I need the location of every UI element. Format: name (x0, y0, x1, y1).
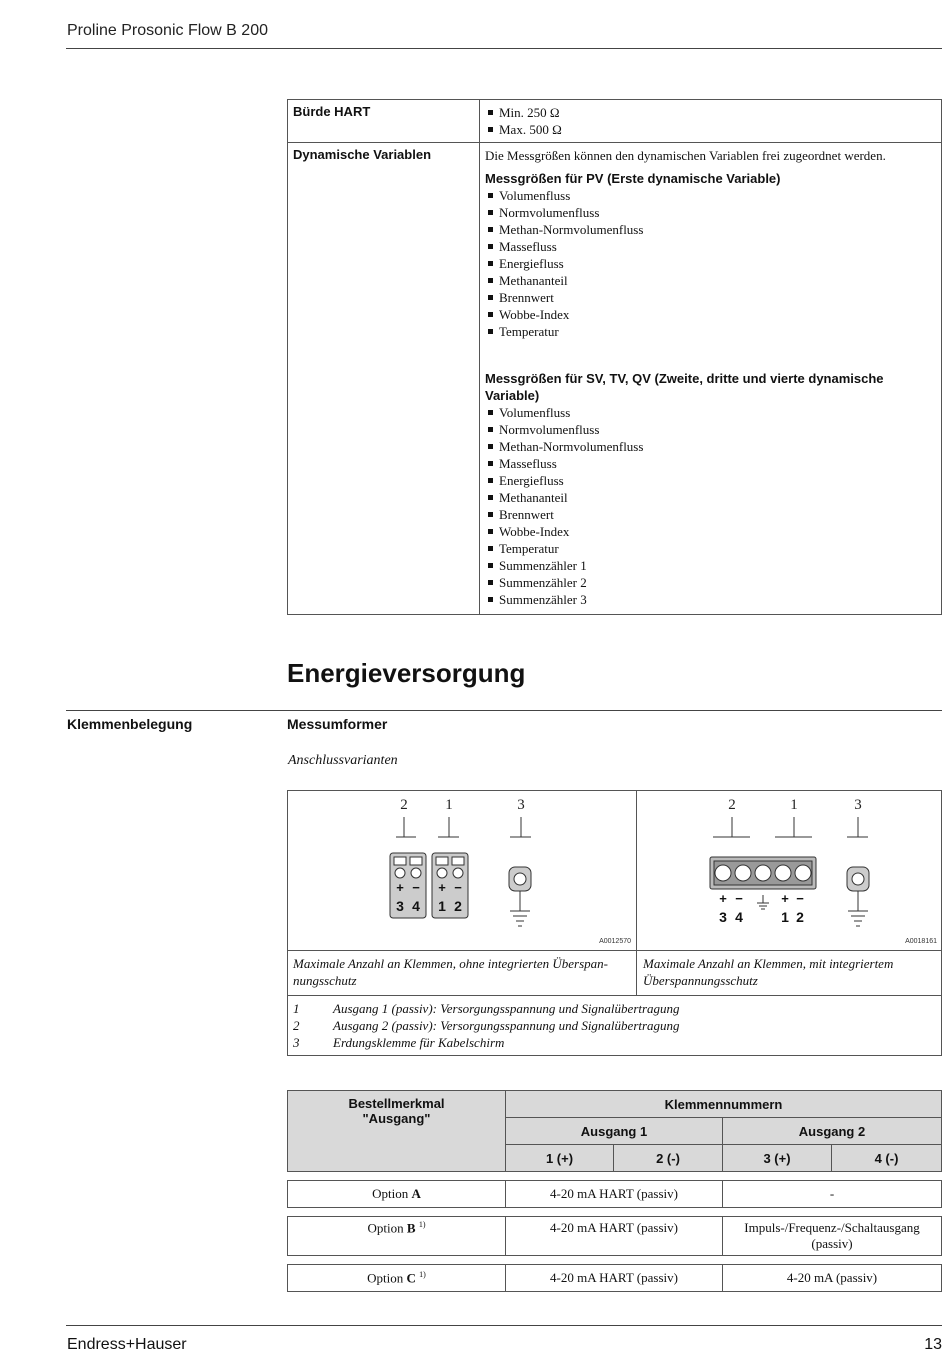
figure-caption-left: Maximale Anzahl an Klemmen, ohne integrierten Überspan- nungsschutz (293, 956, 608, 988)
svg-text:4: 4 (735, 909, 743, 925)
option-cell: Option B $^{1)}$ (288, 1217, 506, 1256)
list-item: Temperatur (485, 540, 936, 557)
svg-text:3: 3 (396, 898, 404, 914)
figure-id: A0018161 (905, 938, 937, 945)
ground-terminal-icon (509, 867, 531, 926)
list-item: Normvolumenfluss (485, 421, 936, 438)
list-item: Massefluss (485, 238, 936, 255)
subheading: Messumformer (287, 716, 388, 732)
svg-text:3: 3 (719, 909, 727, 925)
list-item: Max. 500 Ω (485, 121, 936, 138)
svg-text:−: − (454, 880, 462, 895)
figure-caption-right: Maximale Anzahl an Klemmen, mit integriertem Überspannungsschutz (643, 956, 894, 988)
ausgang1-cell: 4-20 mA HART (passiv) (506, 1265, 723, 1292)
footer-company: Endress+Hauser (67, 1336, 187, 1353)
svg-text:2: 2 (454, 898, 462, 914)
row-value (480, 100, 942, 143)
ausgang2-cell: - (723, 1181, 942, 1208)
callout-label: 2 (400, 797, 408, 813)
list-item: Methananteil (485, 272, 936, 289)
figure-id: A0012570 (599, 938, 631, 945)
row-label: Bürde HART (288, 100, 480, 143)
svg-text:+: + (396, 880, 404, 895)
header-klemmennummern: Klemmennummern (506, 1091, 942, 1118)
table-row (288, 1217, 942, 1256)
terminal-block-icon (390, 853, 468, 918)
callout-label: 1 (445, 797, 453, 813)
table-header-row (288, 1091, 942, 1118)
list-item: Volumenfluss (485, 404, 936, 421)
intro-text: Die Messgrößen können den dynamischen Variablen frei zugeordnet werden. (485, 148, 886, 163)
spec-table (287, 99, 942, 615)
subheading-italic: Anschlussvarianten (288, 753, 398, 768)
header-ausgang-2: Ausgang 2 (723, 1118, 942, 1145)
list-item: Brennwert (485, 289, 936, 306)
svg-text:4: 4 (412, 898, 420, 914)
column-header: 4 (-) (832, 1145, 942, 1172)
list-item: Summenzähler 1 (485, 557, 936, 574)
callout-label: 1 (790, 797, 798, 813)
svg-text:1: 1 (781, 909, 789, 925)
terminal-diagram-left (288, 791, 636, 951)
figure-legend (293, 1000, 680, 1051)
callout-label: 3 (517, 797, 525, 813)
svg-text:−: − (412, 880, 420, 895)
list-item: Min. 250 Ω (485, 104, 936, 121)
figure-divider (288, 995, 941, 996)
legend-item: 1 Ausgang 1 (passiv): Versorgungsspannung und Signalübertragung (293, 1001, 680, 1016)
list-item: Energiefluss (485, 255, 936, 272)
list-item: Volumenfluss (485, 187, 936, 204)
list-item: Temperatur (485, 323, 936, 340)
pv-title: Messgrößen für PV (Erste dynamische Variable) (485, 171, 781, 186)
list-item: Summenzähler 3 (485, 591, 936, 608)
row-value (480, 143, 942, 615)
column-header: 2 (-) (614, 1145, 723, 1172)
list-item: Normvolumenfluss (485, 204, 936, 221)
header-bestellmerkmal: Bestellmerkmal "Ausgang" (288, 1091, 506, 1172)
header-ausgang-1: Ausgang 1 (506, 1118, 723, 1145)
list-item: Methan-Normvolumenfluss (485, 438, 936, 455)
list-item: Wobbe-Index (485, 523, 936, 540)
bullet-list (485, 104, 936, 138)
list-item: Methan-Normvolumenfluss (485, 221, 936, 238)
list-item: Methananteil (485, 489, 936, 506)
option-cell: Option A (288, 1181, 506, 1208)
row-label: Dynamische Variablen (288, 143, 480, 615)
svg-text:−: − (796, 891, 804, 906)
ausgang1-cell: 4-20 mA HART (passiv) (506, 1181, 723, 1208)
list-item: Summenzähler 2 (485, 574, 936, 591)
header-rule (66, 48, 942, 49)
column-header: 3 (+) (723, 1145, 832, 1172)
list-item: Brennwert (485, 506, 936, 523)
section-title: Energieversorgung (287, 658, 526, 688)
page-number: 13 (924, 1336, 942, 1353)
svg-text:+: + (781, 891, 789, 906)
svg-text:+: + (438, 880, 446, 895)
legend-item: 2 Ausgang 2 (passiv): Versorgungsspannung und Signalübertragung (293, 1018, 680, 1033)
list-item: Energiefluss (485, 472, 936, 489)
section-rule (66, 710, 942, 711)
svg-text:−: − (735, 891, 743, 906)
ground-terminal-icon (847, 867, 869, 926)
svg-text:+: + (719, 891, 727, 906)
table-row (288, 143, 942, 615)
left-label: Klemmenbelegung (67, 716, 193, 732)
header-title: Proline Prosonic Flow B 200 (67, 22, 268, 39)
pv-list (485, 187, 936, 340)
terminal-figure (287, 790, 942, 1056)
legend-item: 3 Erdungsklemme für Kabelschirm (293, 1035, 505, 1050)
svg-text:2: 2 (796, 909, 804, 925)
terminal-block-icon (710, 857, 816, 925)
ausgang1-cell: 4-20 mA HART (passiv) (506, 1217, 723, 1256)
ausgang2-cell: Impuls-/Frequenz-/Schaltausgang (passiv) (723, 1217, 942, 1256)
footer-rule (66, 1325, 942, 1326)
table-row (288, 100, 942, 143)
list-item: Massefluss (485, 455, 936, 472)
column-header: 1 (+) (506, 1145, 614, 1172)
terminal-assignment-table (287, 1090, 942, 1292)
list-item: Wobbe-Index (485, 306, 936, 323)
terminal-diagram-right (637, 791, 941, 951)
table-row (288, 1181, 942, 1208)
sv-title: Messgrößen für SV, TV, QV (Zweite, dritte und vierte dynamische Variable) (485, 371, 884, 403)
table-row (288, 1265, 942, 1292)
ausgang2-cell: 4-20 mA (passiv) (723, 1265, 942, 1292)
callout-label: 2 (728, 797, 736, 813)
sv-list (485, 404, 936, 608)
option-cell: Option C $^{1)}$ (288, 1265, 506, 1292)
svg-text:1: 1 (438, 898, 446, 914)
callout-label: 3 (854, 797, 862, 813)
